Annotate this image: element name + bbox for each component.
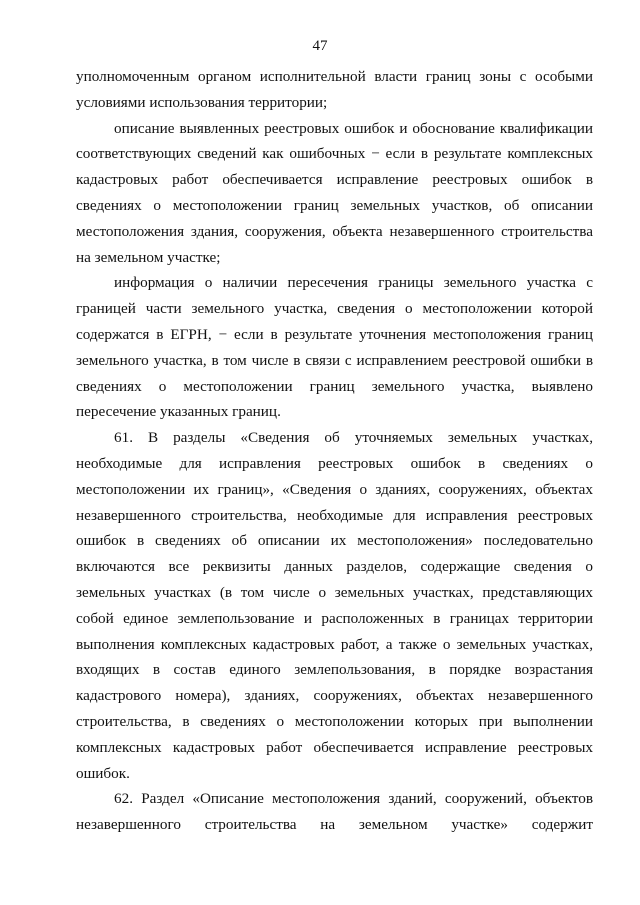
paragraph-item-62: 62. Раздел «Описание местоположения зданий, сооружений, объектов незавершенного строительства на земельном участке» содержит [76, 790, 593, 834]
paragraph-registry-errors-description: описание выявленных реестровых ошибок и обоснование квалификации соответствующих сведений как ошибочных − если в результате комплексных кадастровых работ обеспечивается исправление реестровых ошибок в сведениях о местоположении границ земельных участков, об описании местоположения здания, сооружения, объекта незавершенного строительства на земельном участке; [76, 119, 593, 266]
paragraph-item-61: 61. В разделы «Сведения об уточняемых земельных участках, необходимые для исправления реестровых ошибок в сведениях о местоположении их границ», «Сведения о зданиях, сооружениях, объектах незавершенного строительства, необходимые для исправления реестровых ошибок в сведениях об описании их местоположения» последовательно включаются все реквизиты данных разделов, содержащие сведения о земельных участках (в том числе о земельных участках, представляющих собой единое землепользование и расположенных в границах территории выполнения комплексных кадастровых работ, а также о земельных участках, входящих в состав единого землепользования, в порядке возрастания кадастрового номера), зданиях, сооружениях, объектах незавершенного строительства, в сведениях о местоположении которых при выполнении комплексных кадастровых работ обеспечивается исправление реестровых ошибок. [76, 429, 593, 782]
paragraph-zone-boundaries: уполномоченным органом исполнительной власти границ зоны с особыми условиями использования территории; [76, 68, 593, 111]
paragraph-boundary-intersection: информация о наличии пересечения границы земельного участка с границей части земельного участка, сведения о местоположении которой содержатся в ЕГРН, − если в результате уточнения местоположения границ земельного участка, в том числе в связи с исправлением реестровой ошибки в сведениях о местоположении границ земельного участка, выявлено пересечение указанных границ. [76, 274, 593, 421]
document-body [76, 64, 593, 838]
page-number: 47 [312, 38, 328, 54]
